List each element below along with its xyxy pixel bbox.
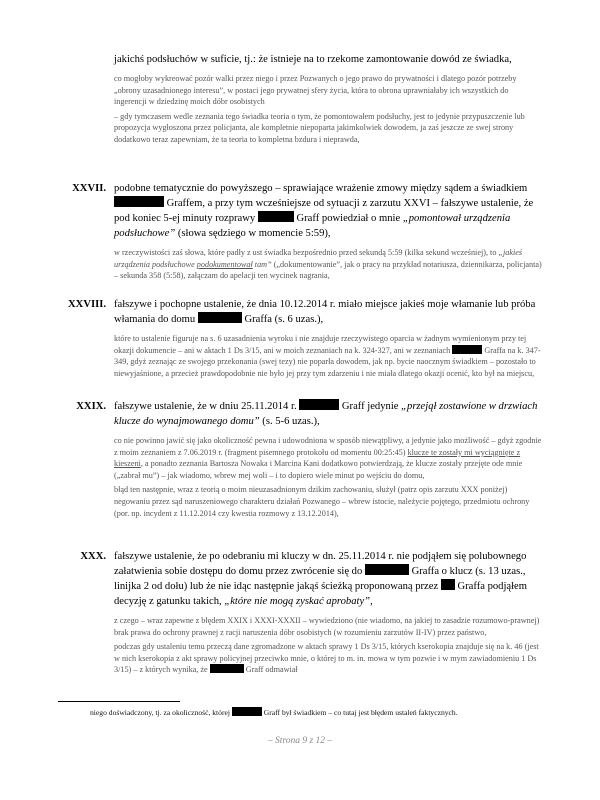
intro-main-text: jakichś podsłuchów w suficie, tj.: że istnieje na to rzekome zamontowanie dowód ze świadka, — [114, 54, 512, 65]
page-number: – Strona 9 z 12 – — [267, 736, 333, 746]
redaction-bar — [258, 211, 294, 222]
charge-main-text: fałszywe ustalenie, że w dniu 25.11.2014 r. Graff jedynie „przejął zostawione w drzwiach klucze do wynajmowanego domu” (s. 5-6 uzas.), — [114, 401, 538, 427]
charge-body — [114, 181, 542, 282]
redaction-bar — [299, 399, 339, 410]
charge-number: XXIX. — [76, 401, 106, 412]
charge-xxvii — [44, 181, 544, 282]
footnote-separator — [58, 701, 180, 702]
charge-body — [114, 297, 542, 379]
charge-explanation: z czego – wraz zapewne z błędem XXIX i XXXI-XXXII – wywiedziono (nie wiadomo, na jakiej to zasadzie rozumowo-prawnej) brak prawa do ochrony prawnej z racji naruszenia dóbr osobistych (w rozumieniu zarzutów II-IV) przez państwo, — [114, 616, 540, 637]
charge-body — [114, 399, 542, 519]
charge-body — [114, 549, 542, 676]
redaction-bar — [232, 707, 262, 716]
charge-explanation-2: błąd ten następnie, wraz z teorią o moim nieuzasadnionym dzikim zachowaniu, służył (patrz opis zarzutu XXX poniżej) negowaniu przez sąd naruszeniowego charakteru działań Pozwanego – wbrew istocie, należycie pojętego, przedmiotu ochrony (por. np. incydent z 11.12.2014 czy kwestia rozmowy z 13.12.2014), — [114, 485, 530, 518]
charge-explanation-2: podczas gdy ustaleniu temu przeczą dane zgromadzone w aktach sprawy 1 Ds 3/15, których kserokopia znajduje się na k. 46 (jest w nich kserokopia z akt sprawy policyjnej przeciwko mnie, o której to m. in. mowa w tym pozwie i w mym zawiadomieniu 1 Ds 3/15) – z których wynika, że Graff odmawiał — [114, 642, 539, 675]
charge-explanation: które to ustalenie figuruje na s. 6 uzasadnienia wyroku i nie znajduje rzeczywistego oparcia w żadnym wymienionym przy tej okazji dokumencie – ani w aktach 1 Ds 3/15, ani w moich zeznaniach na k. 324-327, ani w zeznaniach Graffa na k. 347-349, gdyż zeznając ze swojego przekonania (swej tezy) nie poparła dowodem, jak np. bycie naocznym świadkiem – pozostało to niewyjaśnione, a przecież prawdopodobnie nie było jej przy tym zdarzeniu i nie miała dlatego okazji ocenić, kto był na miejscu, — [114, 334, 541, 378]
intro-continuation — [114, 52, 542, 146]
redaction-bar — [441, 579, 455, 590]
redaction-bar — [114, 196, 164, 207]
charge-main-text: fałszywe ustalenie, że po odebraniu mi kluczy w dn. 25.11.2014 r. nie podjąłem się polubownego załatwienia sobie dostępu do domu przez zwrócenie się do Graffa o klucz (s. 13 uzas., linijka 2 od dołu) lub że nie idąc następnie jakąś ścieżką proponowaną przez Graffa podjąłem decyzję z gatunku takich, „które nie mogą zyskać aprobaty”, — [114, 551, 527, 607]
charge-explanation: co nie powinno jawić się jako okoliczność pewna i udowodniona w sposób niewątpliwy, a jedynie jako możliwość – gdyż zgodnie z moim zeznaniem z 7.06.2019 r. (fragment pisemnego protokołu od momentu 00:25:45) klucze te zostały mi wyciągnięte z kieszeni, a ponadto zeznania Bartosza Nowaka i Marcina Kani dodatkowo potwierdzają, że klucze zostały przejęte ode mnie („zabrał mu”) – jak wiadomo, wbrew mej woli – i to dopiero wiele minut po wejściu do domu, — [114, 436, 542, 480]
charge-main-text: fałszywe i pochopne ustalenie, że dnia 10.12.2014 r. miało miejsce jakieś moje włamanie lub próba włamania do domu Graffa (s. 6 uzas.), — [114, 299, 536, 325]
footnote: niego doświadczony, tj. za okoliczność, której Graff był świadkiem – co tutaj jest błędem ustaleń faktycznych. — [90, 708, 458, 717]
intro-small-text-2: – gdy tymczasem wedle zeznania tego świadka teoria o tym, że pomontowałem podsłuchy, jest to jedynie przypuszczenie lub propozycja wygłoszona przez policjanta, ale kompletnie niepoparta jakimkolwiek dowodem, ja zaś jeszcze ze swej strony dodatkowo teraz zapewniam, że ta teoria to kompletna bzdura i nieprawda, — [114, 111, 525, 144]
redaction-bar — [210, 664, 244, 673]
charge-xxx — [44, 549, 544, 676]
charge-number: XXVII. — [72, 183, 106, 194]
intro-small-text-1: co mogłoby wykreować pozór walki przez niego i przez Pozwanych o jego prawo do prywatności i dlatego pozór potrzeby „obrony uzasadnionego interesu”, w postaci jego prywatnej sfery życia, która to obrona uprawniałaby ich wszystkich do ingerencji w dziedzinę moich dóbr osobistych — [114, 74, 517, 107]
redaction-bar — [452, 345, 482, 354]
charge-number: XXVIII. — [68, 299, 106, 310]
charge-main-text: podobne tematycznie do powyższego – sprawiające wrażenie zmowy między sądem a świadkiem Graffem, a przy tym wcześniejsze od sytuacji z zarzutu XXVI – fałszywe ustalenie, że pod koniec 5-ej minuty rozprawy Graff powiedział o mnie „pomontował urządzenia podsłuchowe” (słowa sędziego w momencie 5:59), — [114, 183, 534, 239]
charge-number: XXX. — [80, 551, 106, 562]
redaction-bar — [365, 564, 409, 575]
charge-xxix — [44, 399, 544, 519]
charge-xxviii — [44, 297, 544, 379]
redaction-bar — [198, 312, 242, 323]
charge-explanation: w rzeczywistości zaś słowa, które padły z ust świadka bezpośrednio przed sekundą 5:59 (kilka sekund wcześniej), to „jakieś urządzenia podsłuchowe podokumentował tam” („dokumentowanie”, jak o pracy na przykład notariusza, dziennikarza, policjanta) – sekunda 358 (5:58), załączam do apelacji ten wycinek nagrania, — [114, 248, 542, 281]
